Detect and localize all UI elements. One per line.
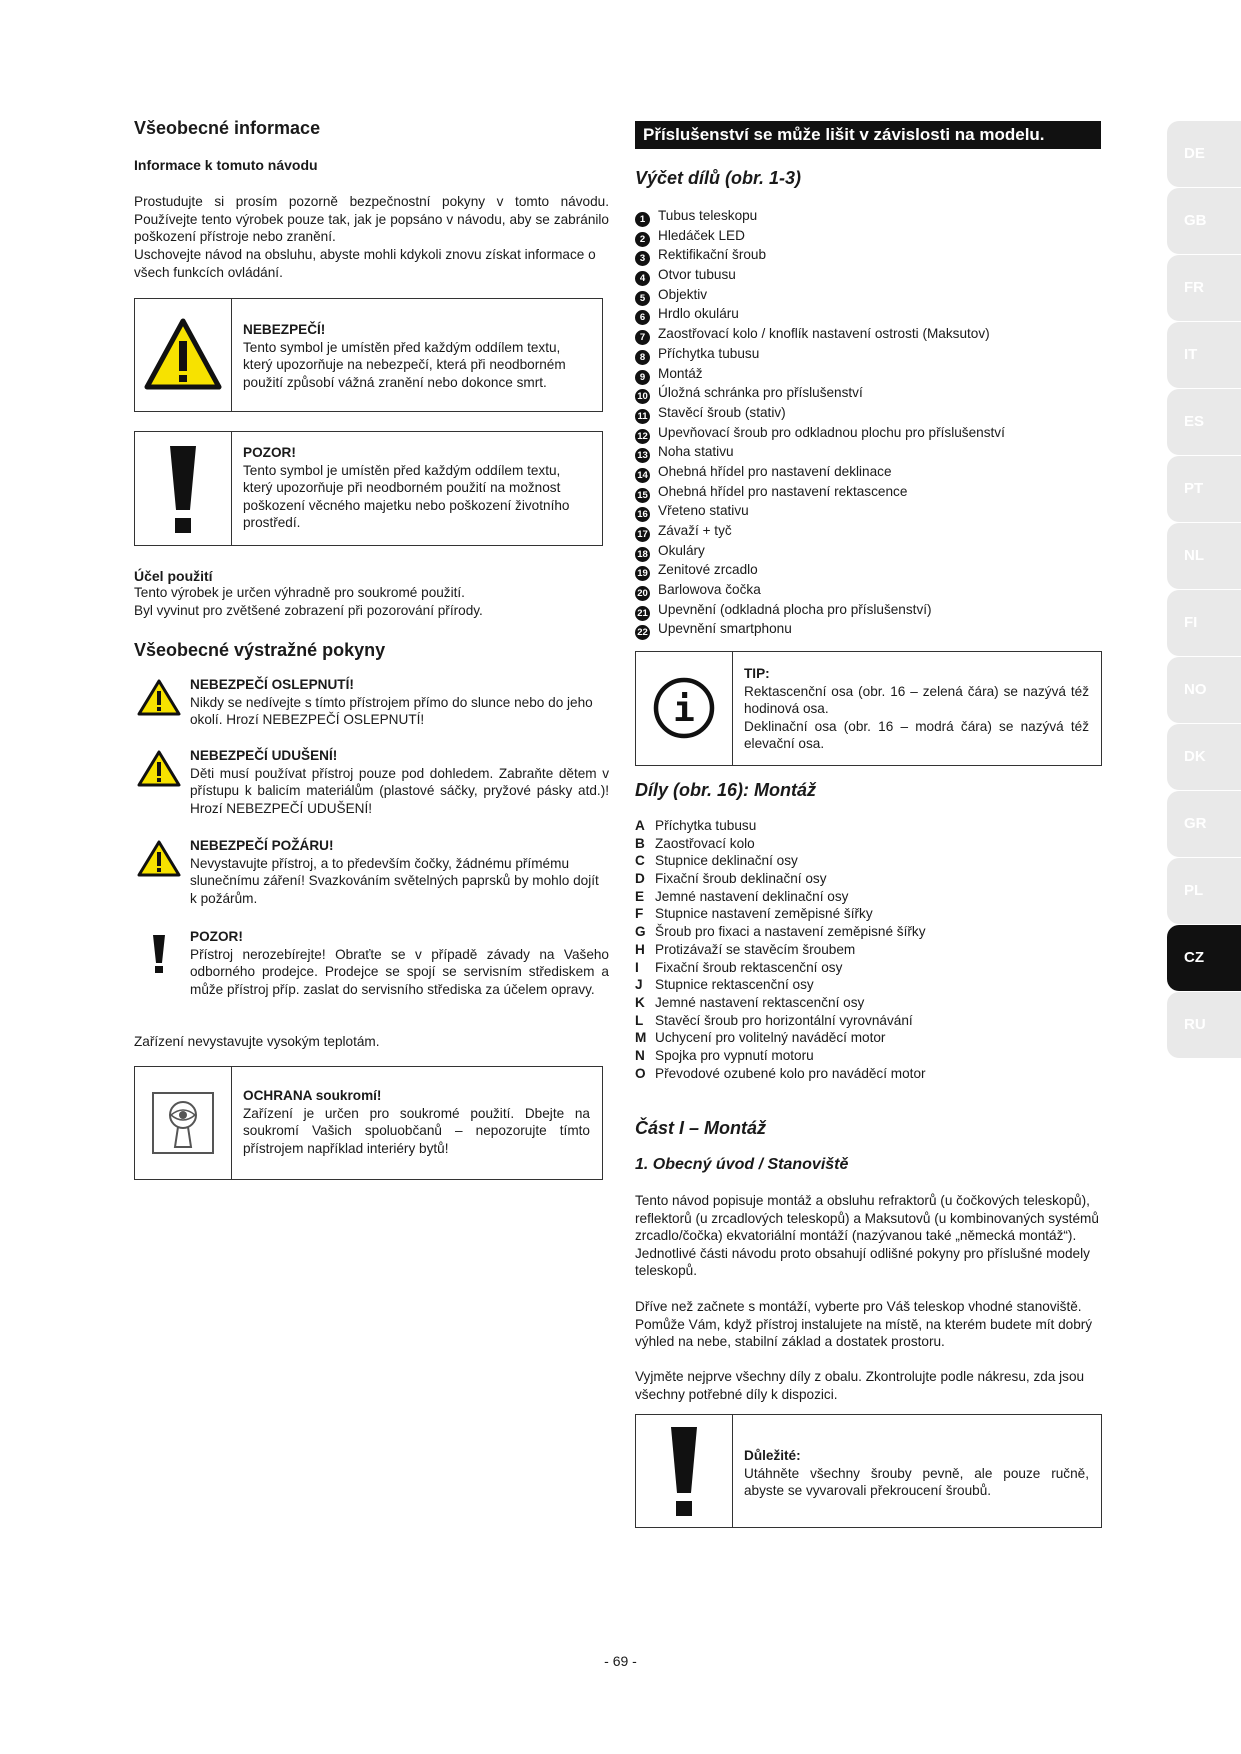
purpose-line-2: Byl vyvinut pro zvětšené zobrazení při pozorování přírody. [134, 603, 483, 618]
tab-language-ru[interactable]: RU [1167, 992, 1241, 1058]
list-item: 11 Stavěcí šroub (stativ) [635, 403, 1005, 423]
tip-info-box [635, 651, 1102, 766]
list-item: 10 Úložná schránka pro příslušenství [635, 383, 1005, 403]
list-item: 13 Noha stativu [635, 442, 1005, 462]
warning-triangle-icon [134, 837, 184, 881]
part-one-title: Část I – Montáž [635, 1118, 767, 1138]
danger-box-title: NEBEZPEČÍ! [243, 322, 326, 337]
warning-title: NEBEZPEČÍ POŽÁRU! [190, 838, 334, 853]
tab-language-pt[interactable]: PT [1167, 456, 1241, 522]
exclamation-icon [135, 432, 231, 544]
exclamation-icon [134, 928, 184, 978]
warning-triangle-icon [134, 676, 184, 720]
warning-title: NEBEZPEČÍ UDUŠENÍ! [190, 748, 338, 763]
list-item: 9 Montáž [635, 364, 1005, 384]
tab-language-de[interactable]: DE [1167, 121, 1241, 187]
list-item: 20 Barlowova čočka [635, 580, 1005, 600]
list-item: D Fixační šroub deklinační osy [635, 871, 827, 887]
tip-box-title: TIP: [744, 666, 770, 681]
warning-triangle-icon [135, 299, 231, 410]
privacy-info-box [134, 1066, 603, 1180]
purpose-line-1: Tento výrobek je určen výhradně pro soukromé použití. [134, 585, 465, 600]
warning-fire [134, 835, 609, 905]
important-box-icon-cell [636, 1415, 733, 1527]
list-item: 12 Upevňovací šroub pro odkladnou plochu pro příslušenství [635, 423, 1005, 443]
exclamation-icon [636, 1415, 732, 1526]
list-item: 6 Hrdlo okuláru [635, 304, 1005, 324]
tip-box-icon-cell [636, 652, 733, 765]
list-item: 5 Objektiv [635, 285, 1005, 305]
privacy-box-title: OCHRANA soukromí! [243, 1088, 382, 1103]
list-item: 22 Upevnění smartphonu [635, 619, 1005, 639]
list-item: O Převodové ozubené kolo pro naváděcí motor [635, 1065, 926, 1081]
list-item: 8 Příchytka tubusu [635, 344, 1005, 364]
tab-language-gb[interactable]: GB [1167, 188, 1241, 254]
section-title-general-info: Všeobecné informace [134, 118, 321, 138]
parts-list [635, 206, 1005, 639]
mount-parts-list [635, 817, 926, 1082]
svg-text:i: i [673, 689, 695, 730]
privacy-box-text: Zařízení je určen pro soukromé použití. Dbejte na soukromí Vašich spoluobčanů – nepozorujte tímto přístrojem například interiéry bytů! [243, 1105, 590, 1156]
list-item: B Zaostřovací kolo [635, 835, 755, 851]
list-item: 19 Zenitové zrcadlo [635, 560, 1005, 580]
danger-box-text: Tento symbol je umístěn před každým oddílem textu, který upozorňuje na nebezpečí, která při neodborném použití způsobí vážná zranění nebo dokonce smrt. [243, 339, 566, 390]
list-item: C Stupnice deklinační osy [635, 853, 798, 869]
tab-language-gr[interactable]: GR [1167, 791, 1241, 857]
tab-language-nl[interactable]: NL [1167, 523, 1241, 589]
section-one-title: 1. Obecný úvod / Stanoviště [635, 1156, 849, 1173]
about-manual-heading: Informace k tomuto návodu [134, 157, 318, 173]
warning-blindness [134, 674, 609, 730]
list-item: 14 Ohebná hřídel pro nastavení deklinace [635, 462, 1005, 482]
caution-box-title: POZOR! [243, 445, 296, 460]
intro-paragraph-1: Tento návod popisuje montáž a obsluhu refraktorů (u čočkových teleskopů), reflektorů (u zrcadlových teleskopů) a Maksutovů (u kombinovaných systémů zrcadlo/čočka) ekvatoriální montáží (nazývanou také „německá montáž“). Jednotlivé části návodu proto obsahují odlišné pokyny pro příslušné modely teleskopů. [635, 1193, 1099, 1279]
intro-paragraph-2: Dříve než začnete s montáží, vyberte pro Váš teleskop vhodné stanoviště. Pomůže Vám, když přístroj instalujete na místě, na kterém budete mít dobrý výhled na nebe, stabilní základ a dostatek prostoru. [635, 1299, 1093, 1350]
privacy-keyhole-eye-icon [135, 1067, 231, 1178]
tab-language-es[interactable]: ES [1167, 389, 1241, 455]
tab-language-cz[interactable]: CZ [1167, 925, 1241, 991]
list-item: G Šroub pro fixaci a nastavení zeměpisné šířky [635, 924, 926, 940]
caution-box-icon-cell [135, 432, 232, 545]
warning-title: POZOR! [190, 929, 243, 944]
heat-note: Zařízení nevystavujte vysokým teplotám. [134, 1034, 380, 1049]
mount-parts-title: Díly (obr. 16): Montáž [635, 780, 817, 800]
tab-language-fi[interactable]: FI [1167, 590, 1241, 656]
warning-caution-disassembly [134, 926, 609, 1018]
caution-info-box [134, 431, 603, 546]
list-item: 1 Tubus teleskopu [635, 206, 1005, 226]
danger-info-box [134, 298, 603, 412]
warning-text: Nevystavujte přístroj, a to především čočky, žádnému přímému slunečnímu záření! Svazkováním světelných paprsků by mohlo dojít k požárům. [190, 855, 599, 906]
list-item: N Spojka pro vypnutí motoru [635, 1047, 814, 1063]
important-info-box [635, 1414, 1102, 1528]
list-item: 3 Rektifikační šroub [635, 245, 1005, 265]
caution-box-text: Tento symbol je umístěn před každým oddílem textu, který upozorňuje při neodborném použití na možnost poškození věcného majetku nebo poškození životního prostředí. [243, 462, 570, 531]
tab-language-it[interactable]: IT [1167, 322, 1241, 388]
list-item: F Stupnice nastavení zeměpisné šířky [635, 906, 873, 922]
list-item: M Uchycení pro volitelný naváděcí motor [635, 1030, 886, 1046]
parts-list-title: Výčet dílů (obr. 1-3) [635, 168, 802, 188]
list-item: 7 Zaostřovací kolo / knoflík nastavení ostrosti (Maksutov) [635, 324, 1005, 344]
warning-text: Přístroj nerozebírejte! Obraťte se v případě závady na Vašeho odborného prodejce. Prodejce se spojí se servisním střediskem a může přístroj příp. zaslat do servisního střediska za účelem opravy. [190, 946, 609, 997]
list-item: E Jemné nastavení deklinační osy [635, 888, 849, 904]
list-item: I Fixační šroub rektascenční osy [635, 959, 843, 975]
list-item: H Protizávaží se stavěcím šroubem [635, 941, 856, 957]
list-item: 4 Otvor tubusu [635, 265, 1005, 285]
warning-triangle-icon [134, 747, 184, 791]
list-item: L Stavěcí šroub pro horizontální vyrovnávání [635, 1012, 913, 1028]
warning-text: Děti musí používat přístroj pouze pod dohledem. Zabraňte dětem v přístupu k balicím materiálům (plastové sáčky, pryžové pásky atd.)! Hrozí NEBEZPEČÍ UDUŠENÍ! [190, 765, 609, 816]
warning-text: Nikdy se nedívejte s tímto přístrojem přímo do slunce nebo do jeho okolí. Hrozí NEBEZPEČÍ OSLEPNUTÍ! [190, 694, 593, 728]
tab-language-no[interactable]: NO [1167, 657, 1241, 723]
important-box-title: Důležité: [744, 1448, 801, 1463]
tab-language-pl[interactable]: PL [1167, 858, 1241, 924]
about-manual-paragraph-1: Prostudujte si prosím pozorně bezpečnostní pokyny v tomto návodu. Používejte tento výrobek pouze tak, jak je popsáno v návodu, aby se zabránilo poškození přístroje nebo zranění. [134, 194, 609, 245]
list-item: 16 Vřeteno stativu [635, 501, 1005, 521]
page-number: - 69 - [604, 1653, 637, 1669]
list-item: 21 Upevnění (odkladná plocha pro příslušenství) [635, 600, 1005, 620]
list-item: 18 Okuláry [635, 541, 1005, 561]
important-box-text: Utáhněte všechny šrouby pevně, ale pouze ručně, abyste se vyvarovali překroucení šroubů. [744, 1465, 1089, 1499]
warning-title: NEBEZPEČÍ OSLEPNUTÍ! [190, 677, 354, 692]
section-title-warnings: Všeobecné výstražné pokyny [134, 640, 386, 660]
list-item: 17 Závaží + tyč [635, 521, 1005, 541]
tab-language-dk[interactable]: DK [1167, 724, 1241, 790]
list-item: K Jemné nastavení rektascenční osy [635, 994, 865, 1010]
info-icon [636, 652, 732, 764]
purpose-heading: Účel použití [134, 568, 213, 584]
danger-box-icon-cell [135, 299, 232, 411]
about-manual-paragraph-2: Uschovejte návod na obsluhu, abyste mohli kdykoli znovu získat informace o všech funkcích ovládání. [134, 247, 596, 280]
list-item: 2 Hledáček LED [635, 226, 1005, 246]
list-item: A Příchytka tubusu [635, 818, 757, 833]
list-item: 15 Ohebná hřídel pro nastavení rektascence [635, 482, 1005, 502]
privacy-box-icon-cell [135, 1067, 232, 1179]
warning-suffocation [134, 745, 609, 821]
list-item: J Stupnice rektascenční osy [635, 977, 814, 993]
tip-box-text-2: Deklinační osa (obr. 16 – modrá čára) se nazývá též elevační osa. [744, 718, 1089, 752]
tab-language-fr[interactable]: FR [1167, 255, 1241, 321]
tip-box-text-1: Rektascenční osa (obr. 16 – zelená čára) se nazývá též hodinová osa. [744, 683, 1089, 717]
intro-paragraph-3: Vyjměte nejprve všechny díly z obalu. Zkontrolujte podle nákresu, zda jsou všechny potřebné díly k dispozici. [635, 1369, 1085, 1402]
accessories-banner: Příslušenství se může lišit v závislosti na modelu. [635, 121, 1101, 149]
